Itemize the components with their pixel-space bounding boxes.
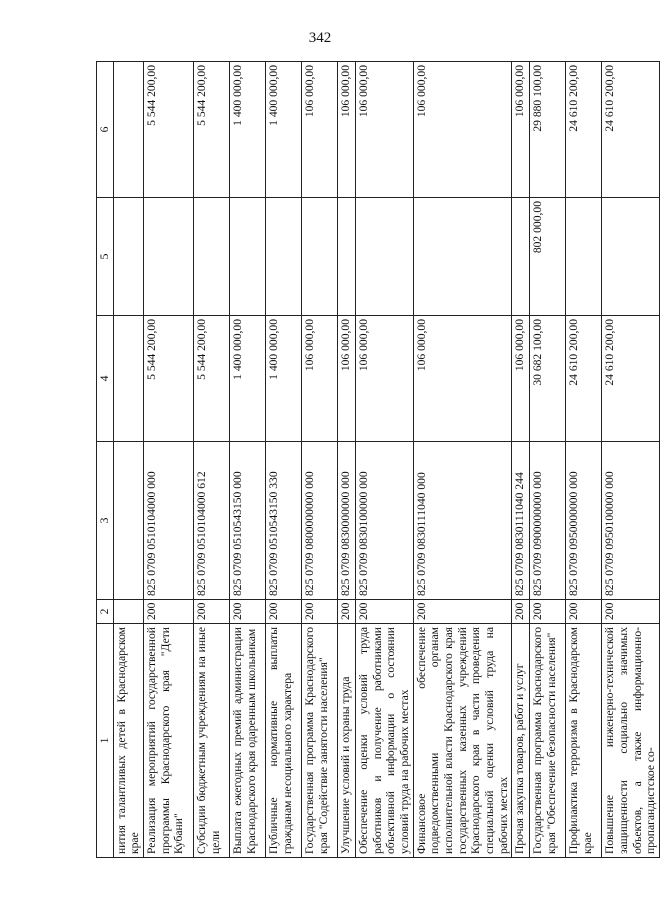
row-amount-6: 106 000,00 <box>302 62 338 198</box>
row-amount-6: 5 544 200,00 <box>144 62 194 198</box>
row-amount-5 <box>113 198 143 316</box>
table-row <box>512 62 530 858</box>
table-row <box>413 62 512 858</box>
row-amount-5 <box>144 198 194 316</box>
row-code-2: 200 <box>266 600 302 624</box>
row-amount-5 <box>230 198 266 316</box>
header-row <box>97 62 114 858</box>
row-name: Финансовое обеспечение подведомственными органам исполнительной власти Краснодарского края государственных казенных учреждений Краснодарского края в части проведения специальной оценки условий труда на рабочих местах <box>413 624 512 858</box>
header-cell: 3 <box>97 442 114 600</box>
table-row <box>602 62 660 858</box>
row-amount-4: 106 000,00 <box>512 316 530 442</box>
row-kbk: 825 0709 0950000000 000 <box>566 442 602 600</box>
row-name: Государственная программа Краснодарского края "Содействие занятости населения" <box>302 624 338 858</box>
table-row <box>230 62 266 858</box>
row-code-2: 200 <box>566 600 602 624</box>
row-kbk: 825 0709 0830100000 000 <box>356 442 414 600</box>
page-number: 342 <box>308 30 332 46</box>
budget-table <box>96 61 660 858</box>
row-amount-4: 30 682 100,00 <box>530 316 566 442</box>
table-row <box>266 62 302 858</box>
table-row <box>356 62 414 858</box>
row-amount-6: 29 880 100,00 <box>530 62 566 198</box>
table-row <box>144 62 194 858</box>
row-name: нития талантливых детей в Краснодарском крае <box>113 624 143 858</box>
row-kbk: 825 0709 0830000000 000 <box>338 442 356 600</box>
row-amount-4: 106 000,00 <box>338 316 356 442</box>
row-name: Реализация мероприятий государственной программы Краснодарского края "Дети Кубани" <box>144 624 194 858</box>
row-amount-4: 5 544 200,00 <box>194 316 230 442</box>
row-amount-4 <box>113 316 143 442</box>
row-kbk: 825 0709 0510104000 000 <box>144 442 194 600</box>
row-kbk: 825 0709 0950100000 000 <box>602 442 660 600</box>
row-amount-6: 106 000,00 <box>512 62 530 198</box>
row-name: Профилактика терроризма в Краснодарском крае <box>566 624 602 858</box>
row-code-2: 200 <box>338 600 356 624</box>
row-code-2: 200 <box>144 600 194 624</box>
table-row <box>338 62 356 858</box>
rotated-table-sheet <box>96 62 658 858</box>
table-row <box>566 62 602 858</box>
header-cell: 1 <box>97 624 114 858</box>
row-amount-4: 106 000,00 <box>413 316 512 442</box>
row-name: Улучшение условий и охраны труда <box>338 624 356 858</box>
row-amount-5: 802 000,00 <box>530 198 566 316</box>
row-name: Публичные нормативные выплаты гражданам несоциального характера <box>266 624 302 858</box>
table-row <box>302 62 338 858</box>
row-kbk: 825 0709 0830111040 244 <box>512 442 530 600</box>
header-cell: 6 <box>97 62 114 198</box>
row-amount-4: 24 610 200,00 <box>566 316 602 442</box>
row-code-2: 200 <box>413 600 512 624</box>
row-amount-5 <box>512 198 530 316</box>
row-amount-6: 1 400 000,00 <box>230 62 266 198</box>
row-name: Субсидии бюджетным учреждениям на иные цели <box>194 624 230 858</box>
row-amount-5 <box>338 198 356 316</box>
row-amount-5 <box>194 198 230 316</box>
row-amount-6 <box>113 62 143 198</box>
row-amount-6: 24 610 200,00 <box>602 62 660 198</box>
table-row <box>113 62 143 858</box>
row-amount-5 <box>356 198 414 316</box>
row-code-2: 200 <box>302 600 338 624</box>
row-code-2: 200 <box>356 600 414 624</box>
row-amount-4: 1 400 000,00 <box>266 316 302 442</box>
row-code-2: 200 <box>230 600 266 624</box>
row-kbk: 825 0709 0830111040 000 <box>413 442 512 600</box>
row-code-2: 200 <box>530 600 566 624</box>
row-amount-5 <box>602 198 660 316</box>
header-cell: 2 <box>97 600 114 624</box>
row-amount-4: 106 000,00 <box>356 316 414 442</box>
table-row <box>530 62 566 858</box>
row-code-2: 200 <box>194 600 230 624</box>
row-amount-5 <box>566 198 602 316</box>
row-amount-6: 106 000,00 <box>338 62 356 198</box>
row-code-2 <box>113 600 143 624</box>
row-kbk: 825 0709 0510104000 612 <box>194 442 230 600</box>
row-amount-5 <box>266 198 302 316</box>
row-kbk: 825 0709 0510543150 000 <box>230 442 266 600</box>
row-amount-4: 1 400 000,00 <box>230 316 266 442</box>
row-code-2: 200 <box>602 600 660 624</box>
row-amount-4: 24 610 200,00 <box>602 316 660 442</box>
row-amount-5 <box>302 198 338 316</box>
row-kbk: 825 0709 0510543150 330 <box>266 442 302 600</box>
row-kbk: 825 0709 0800000000 000 <box>302 442 338 600</box>
row-amount-6: 5 544 200,00 <box>194 62 230 198</box>
header-cell: 5 <box>97 198 114 316</box>
header-cell: 4 <box>97 316 114 442</box>
row-amount-6: 24 610 200,00 <box>566 62 602 198</box>
row-code-2: 200 <box>512 600 530 624</box>
row-amount-6: 106 000,00 <box>356 62 414 198</box>
row-name: Повышение инженерно-технической защищенности социально значимых объектов, а также информационно-пропагандистское со- <box>602 624 660 858</box>
row-amount-6: 106 000,00 <box>413 62 512 198</box>
row-name: Государственная программа Краснодарского края "Обеспечение безопасности населения" <box>530 624 566 858</box>
row-amount-4: 106 000,00 <box>302 316 338 442</box>
row-amount-5 <box>413 198 512 316</box>
table-row <box>194 62 230 858</box>
row-name: Выплата ежегодных премий администрации Краснодарского края одаренным школьникам <box>230 624 266 858</box>
row-name: Обеспечение оценки условий труда работников и получение работниками объективной информации о состоянии условий труда на рабочих местах <box>356 624 414 858</box>
row-kbk <box>113 442 143 600</box>
row-name: Прочая закупка товаров, работ и услуг <box>512 624 530 858</box>
row-amount-4: 5 544 200,00 <box>144 316 194 442</box>
row-kbk: 825 0709 0900000000 000 <box>530 442 566 600</box>
row-amount-6: 1 400 000,00 <box>266 62 302 198</box>
